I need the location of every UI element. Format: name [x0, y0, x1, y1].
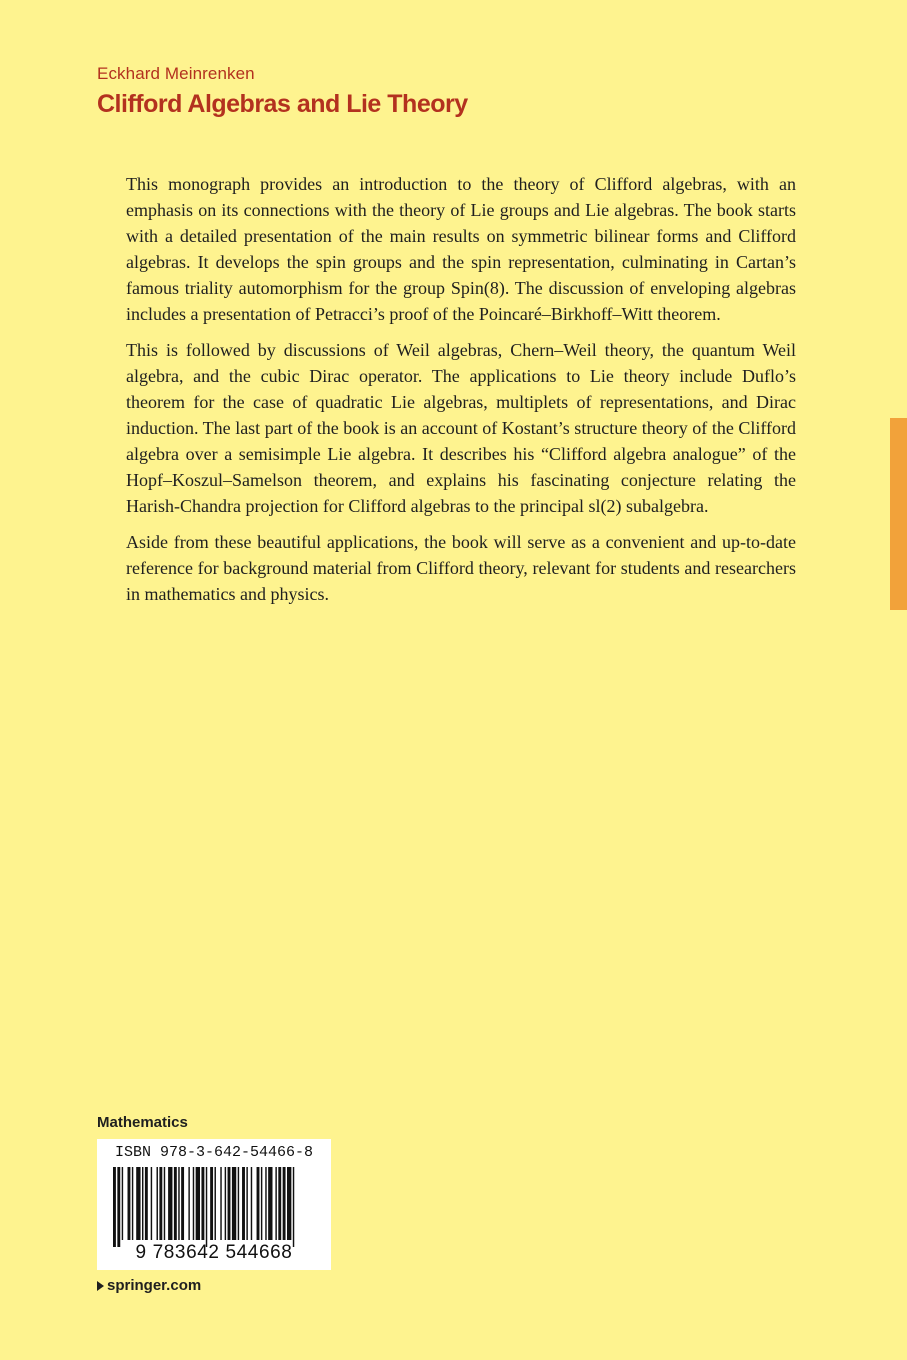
barcode-bar [210, 1167, 213, 1240]
barcode-bar [145, 1167, 148, 1240]
side-color-tab [890, 418, 907, 610]
barcode-bar [225, 1167, 226, 1240]
barcode-bar [201, 1167, 204, 1240]
barcode-bar [151, 1167, 152, 1240]
barcode-bar [193, 1167, 194, 1240]
book-title: Clifford Algebras and Lie Theory [97, 90, 468, 118]
barcode-bar [174, 1167, 177, 1240]
barcode-bar [220, 1167, 221, 1240]
description-paragraph-1: This monograph provides an introduction to the theory of Clifford algebras, with an emphasis on its connections with the theory of Lie groups and Lie algebras. The book starts with a detailed presentation of the main results on symmetric bilinear forms and Clifford algebras. It develops the spin groups and the spin representation, culminating in Cartan’s famous triality automorphism for the group Spin(8). The discussion of enveloping algebras includes a presentation of Petracci’s proof of the Poincaré–Birkhoff–Witt theorem. [126, 174, 796, 324]
barcode-bar [215, 1167, 216, 1240]
barcode-bar [181, 1167, 184, 1240]
barcode-bar [142, 1167, 143, 1240]
barcode-bar [164, 1167, 165, 1240]
description-paragraph-3: Aside from these beautiful applications, the book will serve as a convenient and up-to-date reference for background material from Clifford theory, relevant for students and researchers in mathematics and physics. [126, 532, 796, 604]
barcode-bar [278, 1167, 281, 1240]
barcode-bar [122, 1167, 123, 1240]
author-name: Eckhard Meinrenken [97, 64, 255, 83]
barcode-bar [228, 1167, 231, 1240]
barcode-bar [159, 1167, 162, 1240]
barcode-bar [128, 1167, 131, 1240]
barcode-bar [206, 1167, 207, 1247]
barcode-bar [117, 1167, 120, 1247]
publisher-link[interactable] [97, 1277, 201, 1294]
barcode-bar [113, 1167, 116, 1247]
subject-label: Mathematics [97, 1114, 188, 1131]
barcode-bar [257, 1167, 260, 1240]
barcode-bar [232, 1167, 236, 1240]
barcode-bar [188, 1167, 189, 1240]
barcode-bar [242, 1167, 245, 1240]
barcode-bar [251, 1167, 252, 1240]
barcode-box [97, 1139, 331, 1270]
barcode-bar [157, 1167, 158, 1240]
barcode-bar [178, 1167, 179, 1240]
barcode-bar [132, 1167, 133, 1240]
barcode-bar [283, 1167, 286, 1240]
barcode-bar [196, 1167, 200, 1240]
barcode-bar [293, 1167, 294, 1247]
barcode-bar [246, 1167, 247, 1240]
barcode-bar [275, 1167, 276, 1240]
description-paragraph-2: This is followed by discussions of Weil algebras, Chern–Weil theory, the quantum Weil algebra, and the cubic Dirac operator. The applications to Lie theory include Duflo’s theorem for the case of quadratic Lie algebras, multiplets of representations, and Dirac induction. The last part of the book is an account of Kostant’s structure theory of the Clifford algebra over a semisimple Lie algebra. It describes his “Clifford algebra analogue” of the Hopf–Koszul–Samelson theorem, and explains his fascinating conjecture relating the Harish-Chandra projection for Clifford algebras to the principal sl(2) subalgebra. [126, 340, 796, 516]
ean-digits: 9 783642 544668 [135, 1242, 293, 1263]
barcode-bar [261, 1167, 262, 1240]
arrow-right-icon [97, 1281, 104, 1291]
barcode-bar [168, 1167, 172, 1240]
barcode-bar [287, 1167, 291, 1240]
barcode-bar [265, 1167, 266, 1240]
publisher-label: springer.com [107, 1277, 202, 1294]
description [126, 171, 796, 617]
barcode-bar [136, 1167, 140, 1240]
isbn-text: ISBN 978-3-642-54466-8 [115, 1144, 314, 1161]
barcode-bar [268, 1167, 272, 1240]
barcode-bar [238, 1167, 239, 1240]
